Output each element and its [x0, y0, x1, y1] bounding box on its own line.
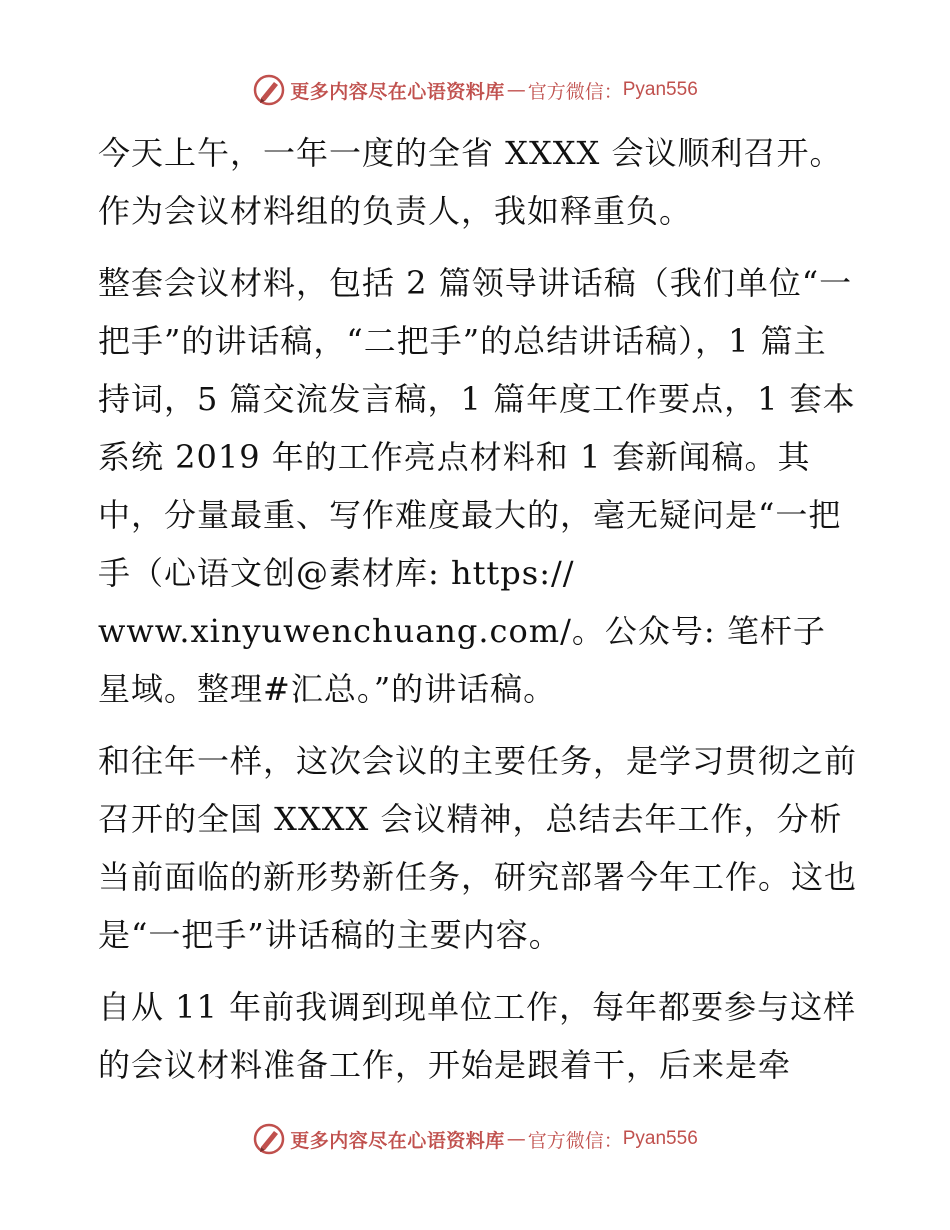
paragraph-3: 和往年一样，这次会议的主要任务，是学习贯彻之前召开的全国 XXXX 会议精神，总结去年工作，分析当前面临的新形势新任务，研究部署今年工作。这也是“一把手”讲话稿的主要内容。: [98, 742, 858, 954]
paragraph-2: 整套会议材料，包括 2 篇领导讲话稿（我们单位“一把手”的讲话稿，“二把手”的总结讲话稿），1 篇主持词，5 篇交流发言稿，1 篇年度工作要点，1 套本系统 2019 年的工作亮点材料和 1 套新闻稿。其中，分量最重、写作难度最大的，毫无疑问是“一把手（心语文创@素材库: https:// www.xinyuwenchuang.com/。公众号: 笔杆子星域。整理#汇总。”的讲话稿。: [98, 264, 856, 708]
banner-text: 更多内容尽在心语资料库: [290, 80, 505, 103]
document-body: [98, 124, 858, 1108]
banner-text: 更多内容尽在心语资料库: [290, 1129, 505, 1152]
banner-wechat-id: Pyan556: [622, 1128, 698, 1149]
banner-wechat-label: 官方微信：: [527, 1129, 623, 1152]
pen-logo-icon: [252, 73, 286, 107]
header-watermark: [0, 68, 950, 112]
banner-wechat-label: 官方微信：: [527, 80, 623, 103]
paragraph-4: 自从 11 年前我调到现单位工作，每年都要参与这样的会议材料准备工作，开始是跟着干，后来是牵: [98, 988, 857, 1084]
pen-logo-icon: [252, 1122, 286, 1156]
banner-dash: —: [506, 79, 526, 101]
banner-dash: —: [506, 1128, 526, 1150]
footer-watermark: [0, 1117, 950, 1161]
paragraph-1: 今天上午，一年一度的全省 XXXX 会议顺利召开。作为会议材料组的负责人，我如释重负。: [98, 134, 843, 230]
banner-wechat-id: Pyan556: [622, 79, 698, 100]
